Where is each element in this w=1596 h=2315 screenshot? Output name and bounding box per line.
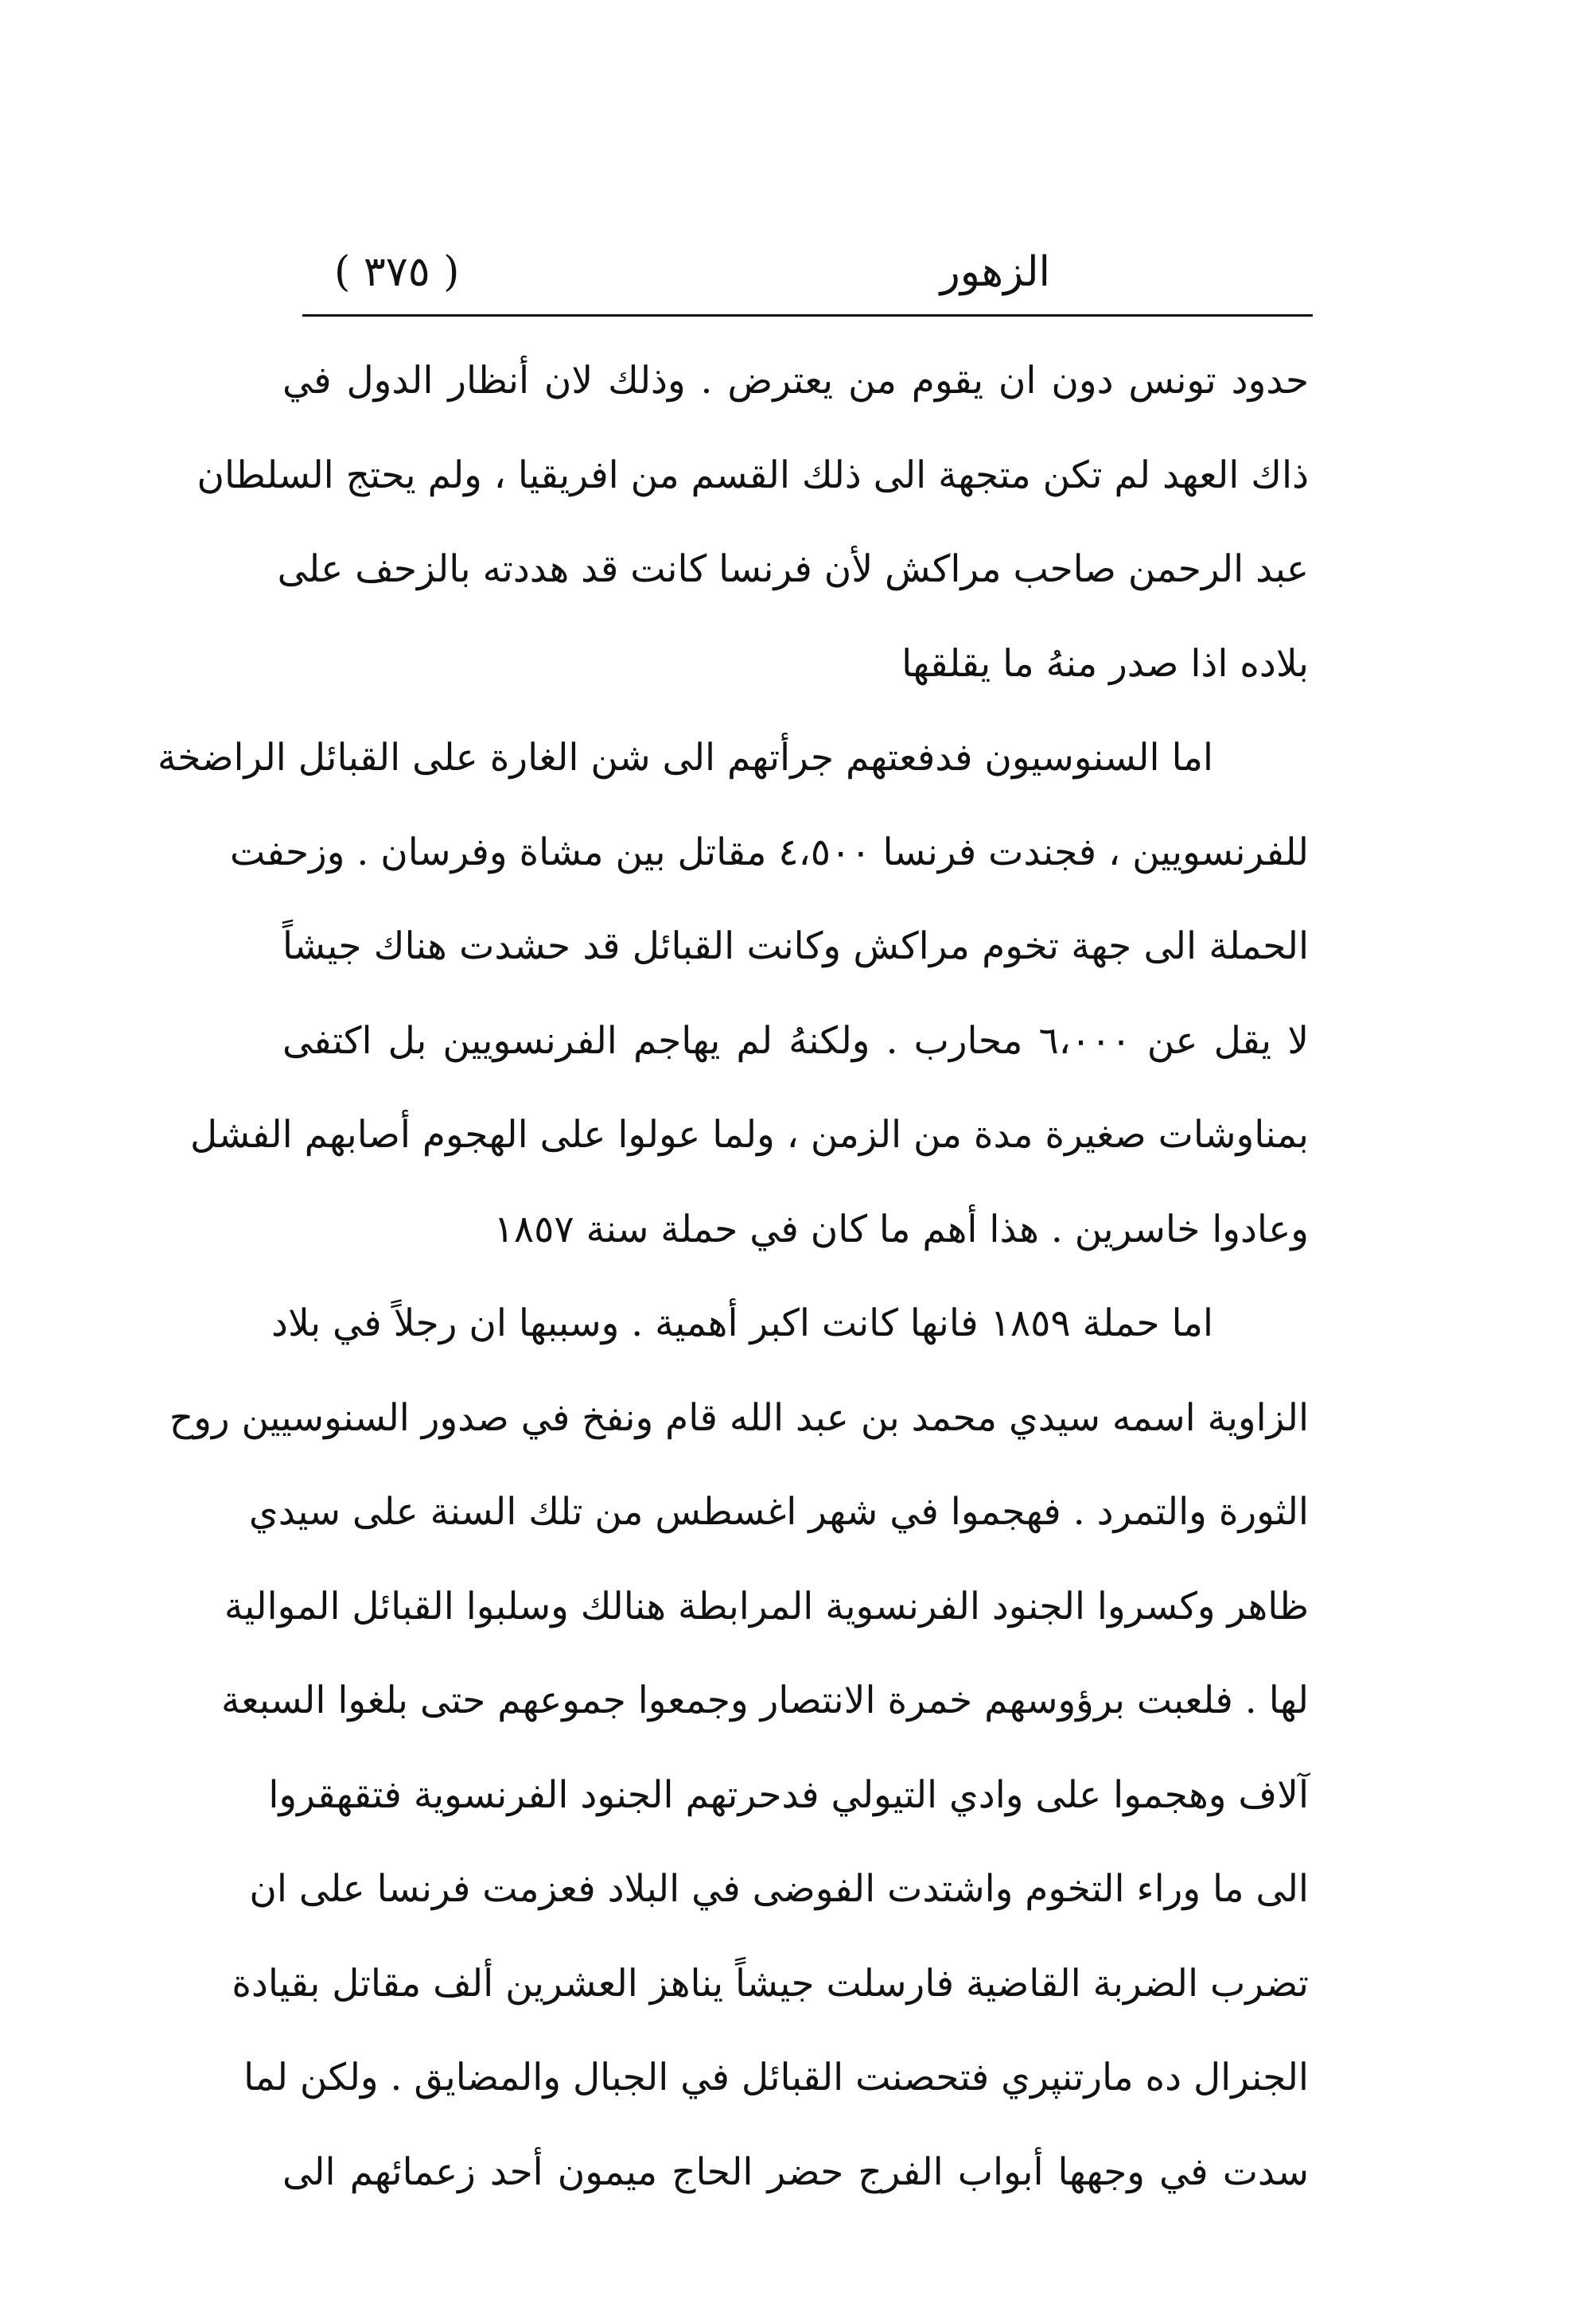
text-line: وعادوا خاسرين . هذا أهم ما كان في حملة سنة ١٨٥٧ bbox=[493, 1207, 1309, 1251]
text-line: آلاف وهجموا على وادي التيولي فدحرتهم الجنود الفرنسوية فتقهقروا bbox=[268, 1772, 1309, 1817]
text-line: حدود تونس دون ان يقوم من يعترض . وذلك لان أنظار الدول في bbox=[282, 359, 1309, 403]
text-line: ظاهر وكسروا الجنود الفرنسوية المرابطة هنالك وسلبوا القبائل الموالية bbox=[224, 1584, 1309, 1628]
text-line: لها . فلعبت برؤوسهم خمرة الانتصار وجمعوا جموعهم حتى بلغوا السبعة bbox=[221, 1679, 1309, 1722]
text-line: للفرنسويين ، فجندت فرنسا ٤،٥٠٠ مقاتل بين مشاة وفرسان . وزحفت bbox=[230, 830, 1309, 874]
text-line: لا يقل عن ٦،٠٠٠ محارب . ولكنهُ لم يهاجم الفرنسويين بل اكتفى bbox=[282, 1018, 1309, 1063]
page-header bbox=[302, 232, 1313, 312]
text-line: الجنرال ده مارتنپري فتحصنت القبائل في الجبال والمضايق . ولكن لما bbox=[243, 2056, 1309, 2099]
header-rule bbox=[302, 314, 1313, 317]
text-line: اما السنوسيون فدفعتهم جرأتهم الى شن الغارة على القبائل الراضخة bbox=[158, 736, 1213, 780]
text-line: تضرب الضربة القاضية فارسلت جيشاً يناهز العشرين ألف مقاتل بقيادة bbox=[232, 1961, 1309, 2006]
text-line: بلاده اذا صدر منهُ ما يقلقها bbox=[901, 641, 1309, 686]
page-number: ( ٣٧٥ ) bbox=[334, 248, 460, 296]
text-line: بمناوشات صغيرة مدة من الزمن ، ولما عولوا على الهجوم أصابهم الفشل bbox=[190, 1113, 1309, 1157]
text-line: الحملة الى جهة تخوم مراكش وكانت القبائل قد حشدت هناك جيشاً bbox=[282, 924, 1309, 968]
text-line: الى ما وراء التخوم واشتدت الفوضى في البلاد فعزمت فرنسا على ان bbox=[249, 1867, 1309, 1911]
text-line: الثورة والتمرد . فهجموا في شهر اغسطس من تلك السنة على سيدي bbox=[248, 1490, 1309, 1534]
body-text bbox=[158, 334, 1309, 2220]
text-line: ذاك العهد لم تكن متجهة الى ذلك القسم من افريقيا ، ولم يحتج السلطان bbox=[197, 453, 1309, 497]
running-title: الزهور bbox=[940, 248, 1050, 296]
text-line: سدت في وجهها أبواب الفرج حضر الحاج ميمون أحد زعمائهم الى bbox=[282, 2150, 1309, 2194]
text-line: عبد الرحمن صاحب مراكش لأن فرنسا كانت قد هددته بالزحف على bbox=[277, 547, 1309, 591]
text-line: الزاوية اسمه سيدي محمد بن عبد الله قام ونفخ في صدور السنوسيين روح bbox=[169, 1395, 1309, 1440]
text-line: اما حملة ١٨٥٩ فانها كانت اكبر أهمية . وسببها ان رجلاً في بلاد bbox=[271, 1301, 1213, 1345]
